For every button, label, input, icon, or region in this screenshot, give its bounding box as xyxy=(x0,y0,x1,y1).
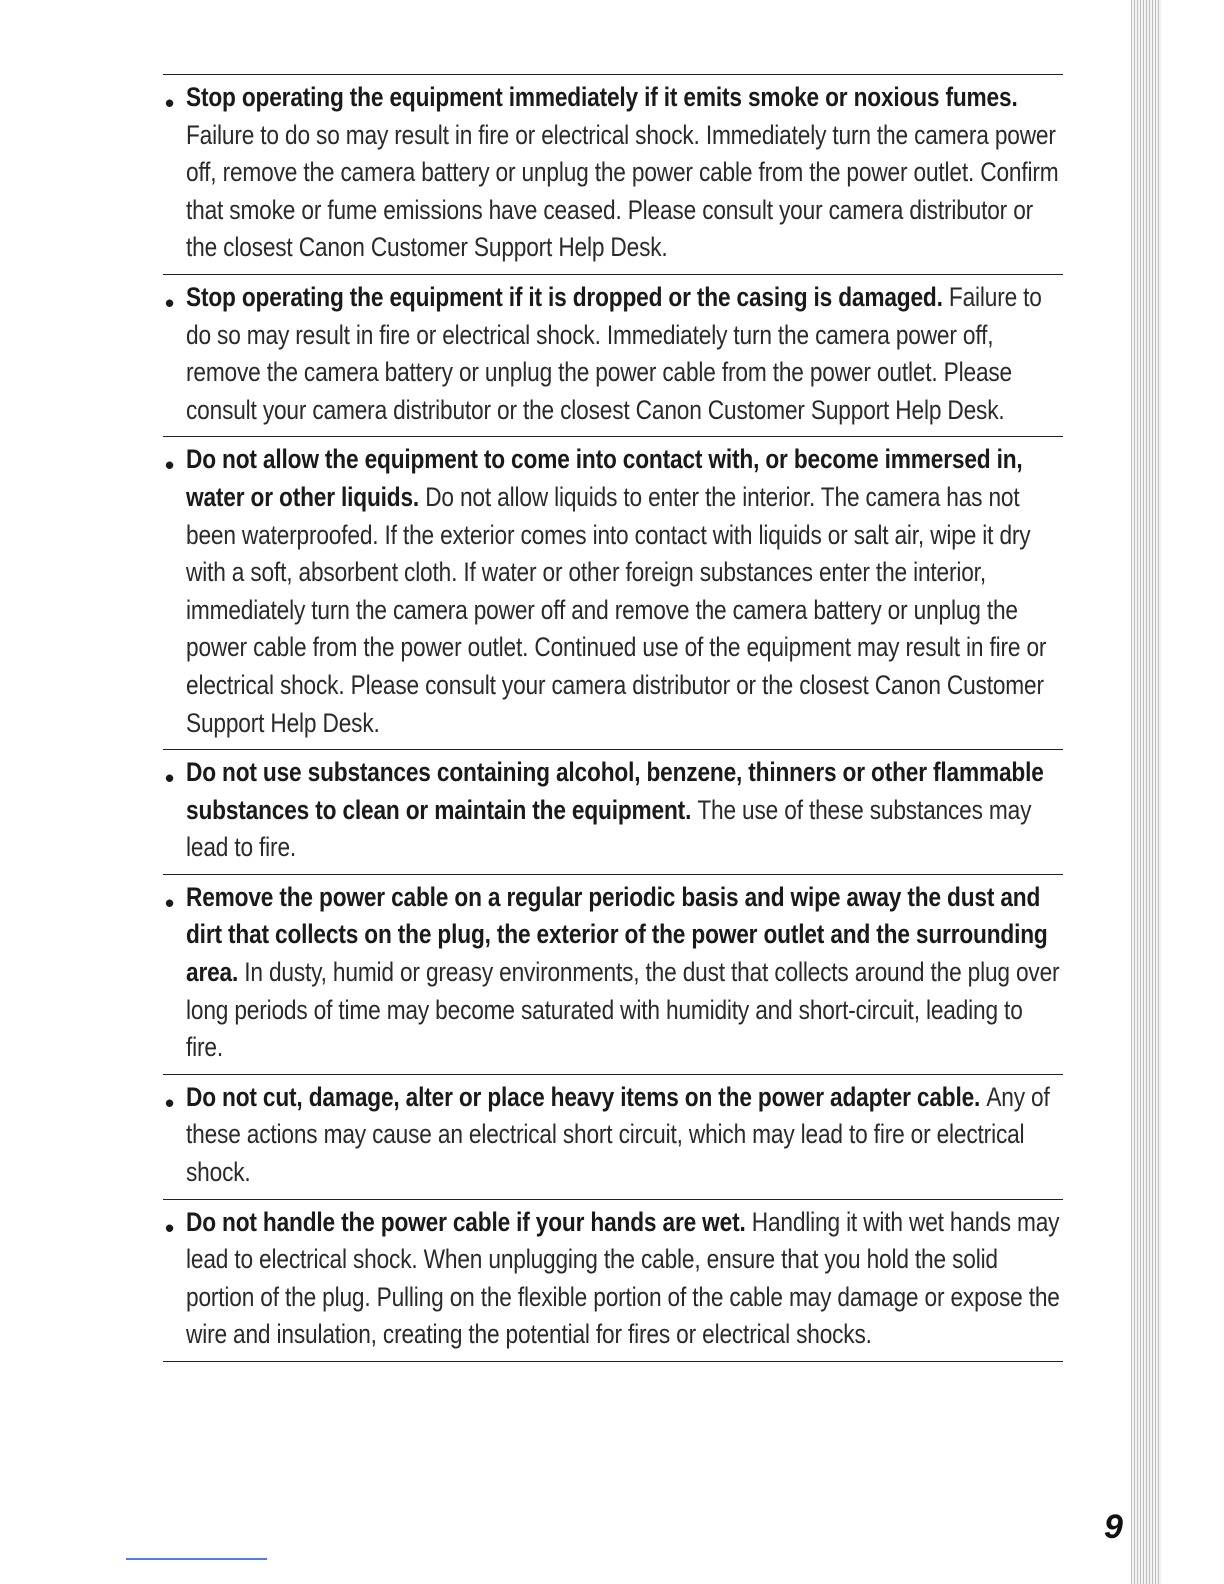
bullet: • xyxy=(165,1212,175,1243)
warning-lead: Remove the power cable on a regular periodic basis and wipe away the dust and dirt that collects on the plug, the exterior of the power outlet and the surrounding area. xyxy=(186,881,1048,988)
warning-item-wet-hands xyxy=(163,1199,1063,1362)
warning-text xyxy=(186,879,1064,1067)
warning-lead: Do not cut, damage, alter or place heavy items on the power adapter cable. xyxy=(186,1081,987,1112)
bullet: • xyxy=(165,287,175,318)
warning-lead: Do not handle the power cable if your hands are wet. xyxy=(186,1206,752,1237)
warning-lead: Do not allow the equipment to come into contact with, or become immersed in, water or other liquids. xyxy=(186,444,1023,512)
warning-body: Failure to do so may result in fire or electrical shock. Immediately turn the camera power off, remove the camera battery or unplug the power cable from the power outlet. Confirm that smoke or fume emissions have ceased. Please consult your camera distributor or the closest Canon Customer Support Help Desk. xyxy=(186,119,1059,263)
warning-item-liquids xyxy=(163,436,1063,749)
warning-item-smoke xyxy=(163,74,1063,274)
warning-lead: Stop operating the equipment if it is dropped or the casing is damaged. xyxy=(186,281,949,312)
warning-item-dropped xyxy=(163,274,1063,436)
warning-lead: Stop operating the equipment immediately if it emits smoke or noxious fumes. xyxy=(186,82,1018,112)
page-edge-tab xyxy=(1131,0,1161,1584)
warning-lead: Do not use substances containing alcohol, benzene, thinners or other flammable substances to clean or maintain the equipment. xyxy=(186,757,1044,825)
warning-body: Failure to do so may result in fire or electrical shock. Immediately turn the camera power off, remove the camera battery or unplug the power cable from the power outlet. Please consult your camera distributor or the closest Canon Customer Support Help Desk. xyxy=(186,281,1042,425)
page-number: 9 xyxy=(1104,1508,1123,1546)
warning-text xyxy=(186,1204,1064,1354)
warning-text xyxy=(186,279,1064,429)
warning-text xyxy=(186,1079,1064,1192)
bullet: • xyxy=(165,1087,175,1118)
warning-item-dust xyxy=(163,874,1063,1074)
warning-text xyxy=(186,79,1064,267)
bullet: • xyxy=(165,88,175,118)
warning-text xyxy=(186,754,1064,867)
safety-warning-list xyxy=(163,74,1063,1362)
warning-text xyxy=(186,441,1064,742)
bullet: • xyxy=(165,450,175,481)
warning-body: Do not allow liquids to enter the interior. The camera has not been waterproofed. If the exterior comes into contact with liquids or salt air, wipe it dry with a soft, absorbent cloth. If water or other foreign substances enter the interior, immediately turn the camera power off and remove the camera battery or unplug the power cable from the power outlet. Continued use of the equipment may result in fire or electrical shock. Please consult your camera distributor or the closest Canon Customer Support Help Desk. xyxy=(186,481,1047,738)
warning-body: Any of these actions may cause an electrical short circuit, which may lead to fire or electrical shock. xyxy=(186,1081,1050,1188)
warning-item-substances xyxy=(163,749,1063,874)
warning-body: In dusty, humid or greasy environments, the dust that collects around the plug over long periods of time may become saturated with humidity and short-circuit, leading to fire. xyxy=(186,957,1060,1063)
bullet: • xyxy=(165,887,175,918)
warning-item-cable-damage xyxy=(163,1074,1063,1199)
warning-body: Handling it with wet hands may lead to electrical shock. When unplugging the cable, ensure that you hold the solid portion of the plug. Pulling on the flexible portion of the cable may damage or expose the wire and insulation, creating the potential for fires or electrical shocks. xyxy=(186,1206,1060,1350)
warning-body: The use of these substances may lead to fire. xyxy=(186,794,1032,863)
bullet: • xyxy=(165,763,175,794)
footer-underline xyxy=(126,1558,267,1560)
